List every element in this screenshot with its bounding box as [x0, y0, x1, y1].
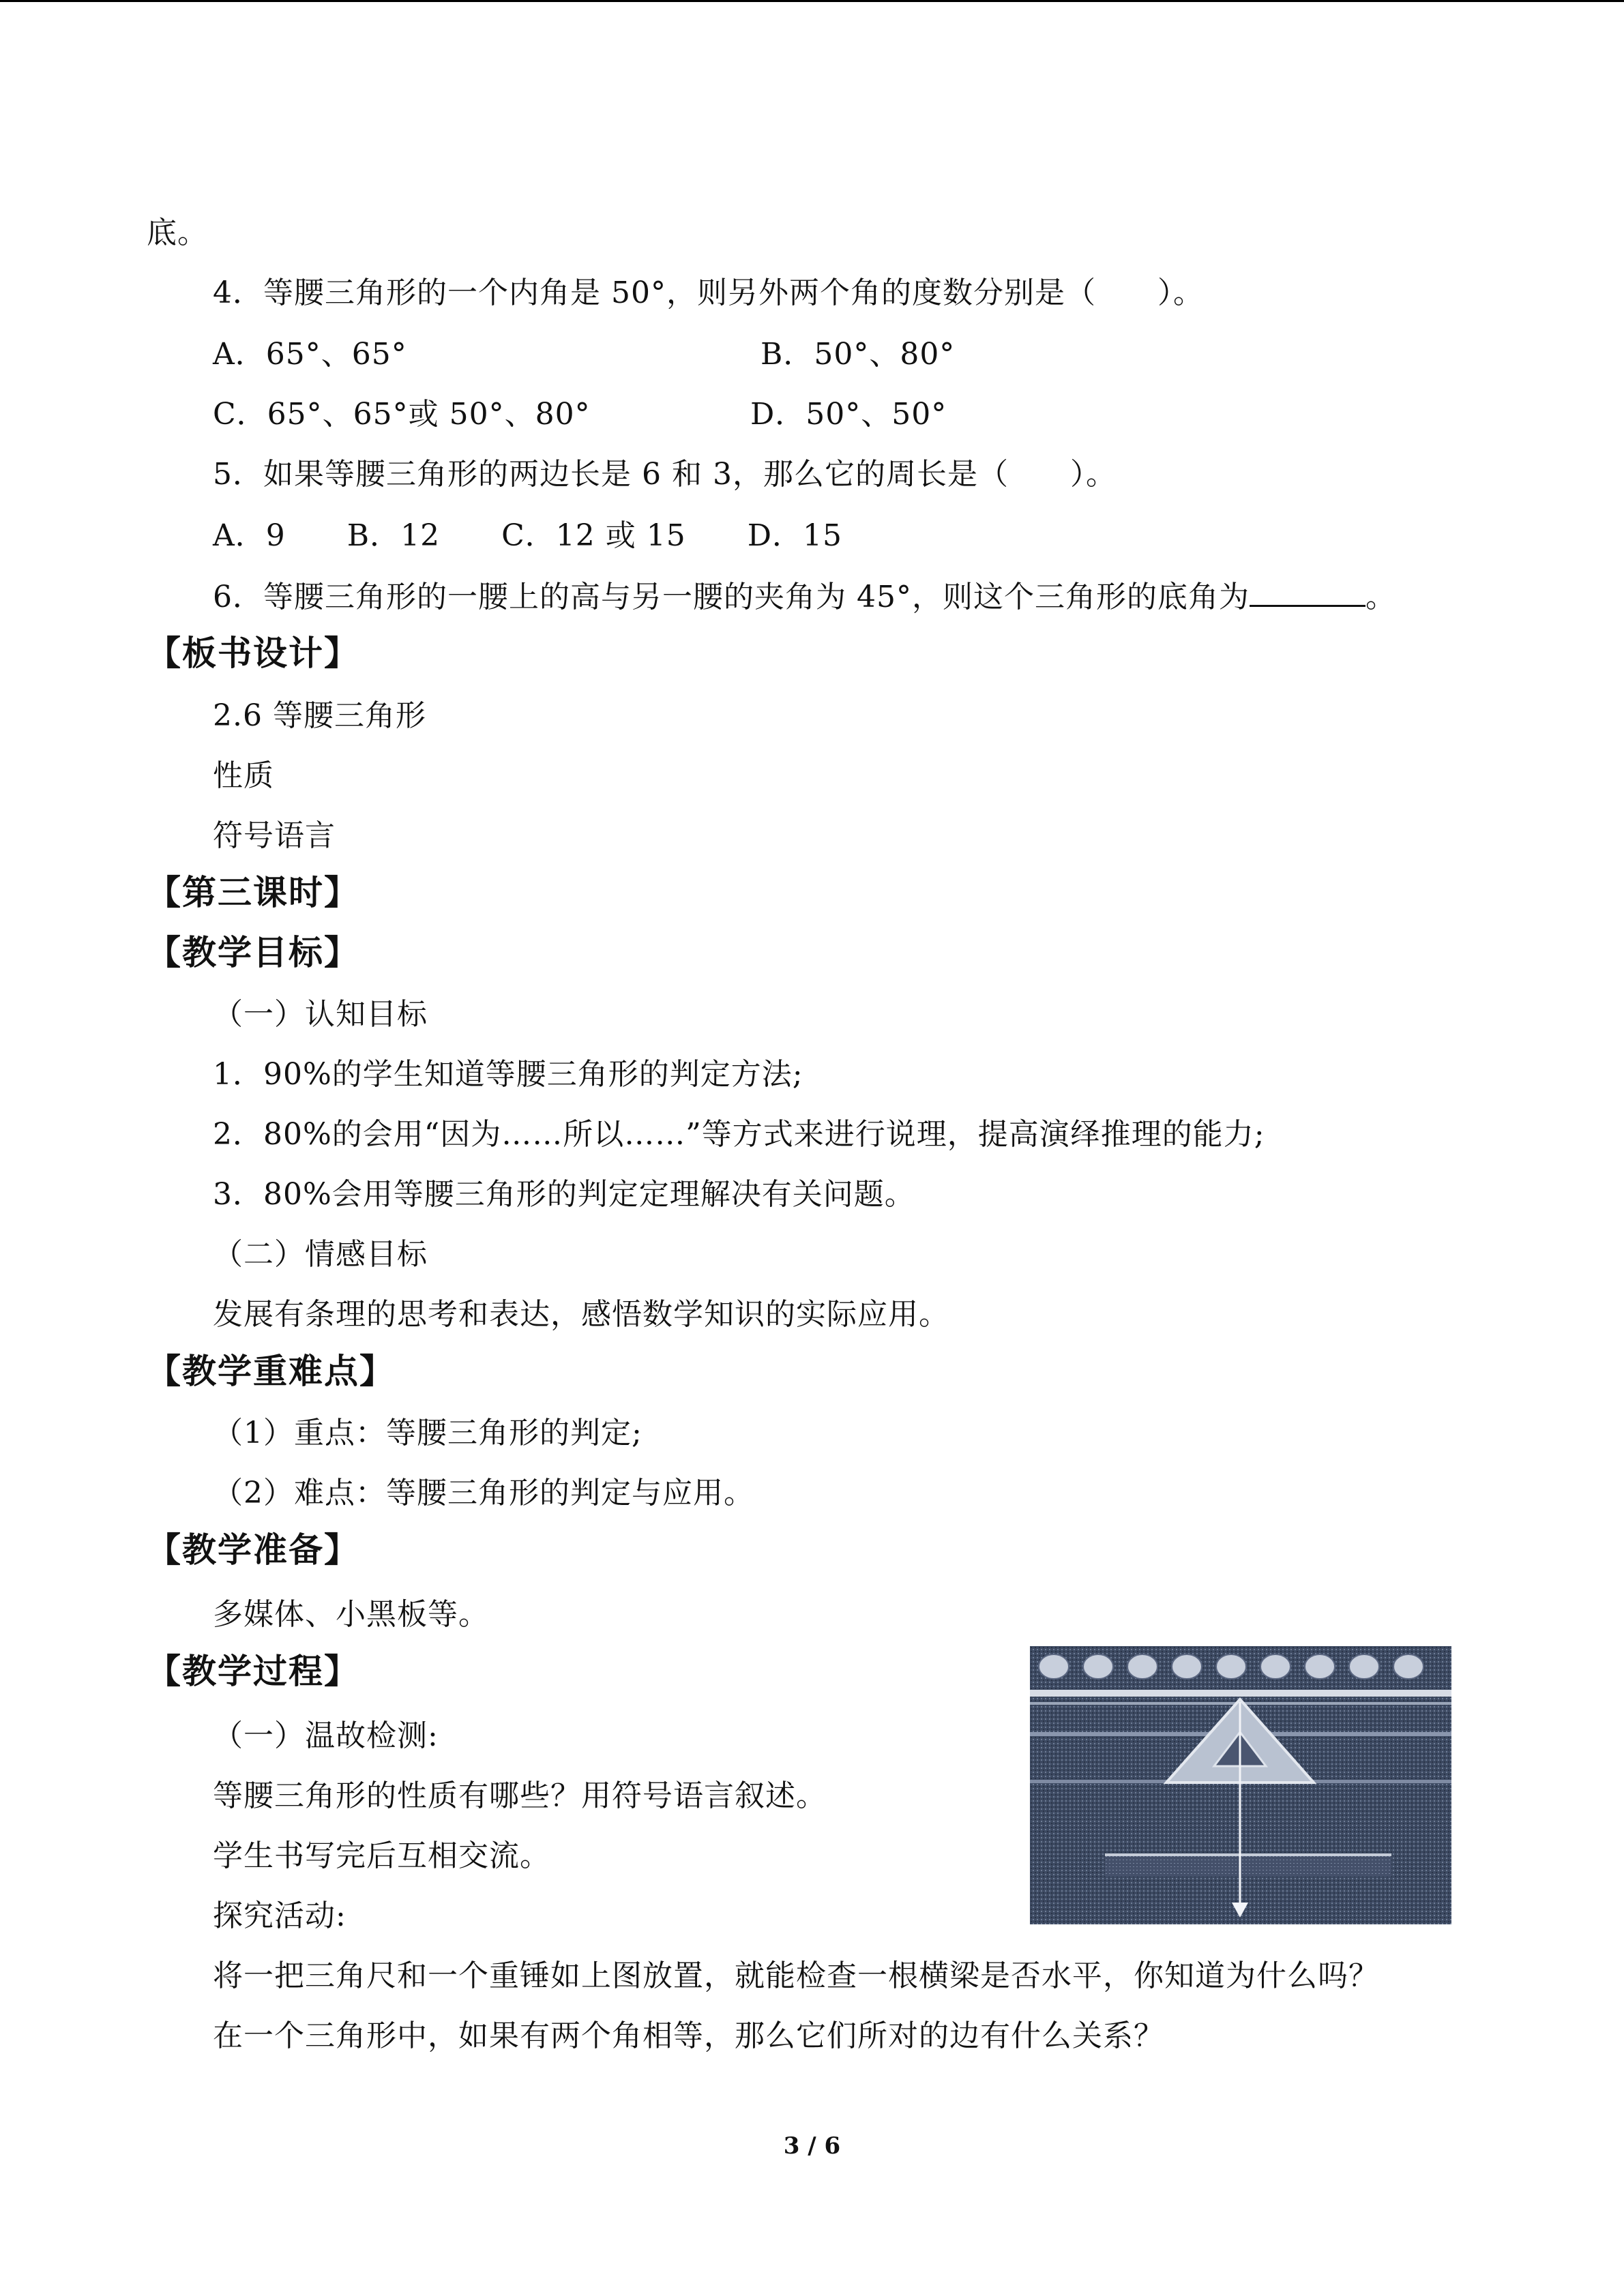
page-top-border [0, 0, 1624, 2]
process-activity-title: 探究活动: [213, 1898, 346, 1933]
process-review-question: 等腰三角形的性质有哪些？用符号语言叙述。 [213, 1778, 827, 1813]
question-4: 4．等腰三角形的一个内角是 50°，则另外两个角的度数分别是（ ）。 [213, 275, 1204, 310]
section-heading-third-lesson: 【第三课时】 [147, 873, 359, 912]
process-review-title: （一）温故检测: [213, 1718, 439, 1753]
section-heading-key-points: 【教学重难点】 [147, 1352, 395, 1391]
goal-cognitive-title: （一）认知目标 [213, 997, 428, 1032]
goal-emotional-1: 发展有条理的思考和表达，感悟数学知识的实际应用。 [213, 1297, 949, 1332]
question-5-options: A．9 B．12 C．12 或 15 D．15 [213, 518, 842, 553]
difficult-point: （2）难点：等腰三角形的判定与应用。 [213, 1476, 754, 1510]
text-continuation: 底。 [147, 215, 208, 250]
question-6 [213, 577, 1396, 618]
process-review-exchange: 学生书写完后互相交流。 [213, 1838, 550, 1873]
key-point: （1）重点：等腰三角形的判定; [213, 1416, 643, 1450]
goal-cognitive-3: 3．80%会用等腰三角形的判定定理解决有关问题。 [213, 1177, 915, 1212]
question-4-option-c: C．65°、65°或 50°、80° [213, 397, 591, 432]
preparation-items: 多媒体、小黑板等。 [213, 1597, 489, 1632]
section-heading-preparation: 【教学准备】 [147, 1530, 359, 1570]
question-6-end: 。 [1365, 580, 1396, 614]
board-item-properties: 性质 [213, 758, 274, 793]
answer-blank [1250, 578, 1365, 607]
board-title: 2.6 等腰三角形 [213, 698, 426, 733]
section-heading-teaching-process: 【教学过程】 [147, 1652, 359, 1691]
level-check-figure [1016, 1637, 1465, 1934]
page-number: 3 / 6 [783, 2132, 841, 2160]
section-heading-teaching-goals: 【教学目标】 [147, 933, 359, 972]
process-activity-question-1: 将一把三角尺和一个重锤如上图放置，就能检查一根横梁是否水平，你知道为什么吗？ [213, 1958, 1379, 1993]
question-4-option-b: B．50°、80° [761, 337, 956, 372]
section-heading-board-design: 【板书设计】 [147, 633, 359, 673]
question-5: 5．如果等腰三角形的两边长是 6 和 3，那么它的周长是（ ）。 [213, 457, 1117, 492]
question-4-option-d: D．50°、50° [750, 397, 947, 432]
goal-cognitive-2: 2．80%的会用“因为……所以……”等方式来进行说理，提高演绎推理的能力; [213, 1117, 1265, 1152]
process-activity-question-2: 在一个三角形中，如果有两个角相等，那么它们所对的边有什么关系？ [213, 2018, 1164, 2053]
question-6-text: 6．等腰三角形的一腰上的高与另一腰的夹角为 45°，则这个三角形的底角为 [213, 580, 1250, 614]
goal-emotional-title: （二）情感目标 [213, 1237, 428, 1272]
question-4-option-a: A．65°、65° [213, 337, 407, 372]
board-item-symbolic: 符号语言 [213, 818, 336, 853]
goal-cognitive-1: 1．90%的学生知道等腰三角形的判定方法; [213, 1057, 803, 1092]
